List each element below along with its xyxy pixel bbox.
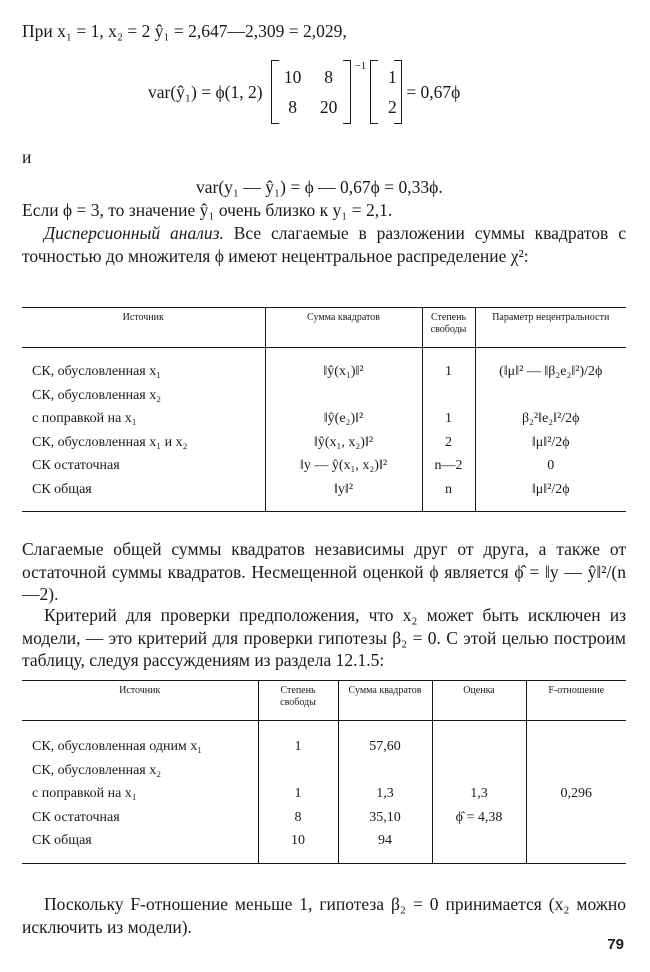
inverse-exponent: −1: [354, 60, 367, 72]
variance-rhs: = 0,67ϕ: [406, 81, 461, 102]
table-row: СК общая ‖y‖² n ‖μ‖²/2ϕ: [22, 478, 626, 502]
matrix-cell: 8: [324, 67, 333, 87]
table-row: с поправкой на x₁ ‖ŷ(e₂)‖² 1 β₂²‖e₂‖²/2ϕ: [22, 407, 626, 431]
col-header: Источник: [22, 681, 258, 721]
col-header: Степень свободы: [422, 308, 475, 348]
table-row: СК, обусловленная x₁ и x₂ ‖ŷ(x₁, x₂)‖² 2 ‖μ‖²/2ϕ: [22, 431, 626, 455]
if-line: Если ϕ = 3, то значение ŷ₁ очень близко к y₁ = 2,1.: [22, 200, 393, 220]
col-header: Степень свободы: [258, 681, 338, 721]
top-line: При x₁ = 1, x₂ = 2 ŷ₁ = 2,647—2,309 = 2,029,: [22, 21, 347, 41]
col-header: Параметр нецентральности: [475, 308, 626, 348]
variance-difference: var(y₁ — ŷ₁) = ϕ — 0,67ϕ = 0,33ϕ.: [196, 177, 443, 197]
table-row: СК остаточная ‖y — ŷ(x₁, x₂)‖² n—2 0: [22, 454, 626, 478]
table-row: с поправкой на x₁ 1 1,3 1,3 0,296: [22, 782, 626, 806]
table-row: СК остаточная 8 35,10 ϕ̂ = 4,38: [22, 806, 626, 830]
anova-title: Дисперсионный анализ.: [44, 223, 224, 243]
variance-formula: [148, 60, 460, 124]
table-row: СК общая 10 94: [22, 829, 626, 853]
col-header: Оценка: [432, 681, 526, 721]
matrix: [271, 60, 351, 124]
variance-lhs: var(ŷ₁) = ϕ(1, 2): [148, 81, 263, 102]
anova-intro: [22, 222, 626, 267]
table-row: СК, обусловленная одним x₁ 1 57,60: [22, 735, 626, 759]
matrix-cell: 20: [319, 97, 338, 117]
page-number: 79: [607, 936, 624, 953]
paragraph-criterion: Критерий для проверки предположения, что x₂ может быть исключен из модели, — это критерий для проверки гипотезы β₂ = 0. С этой целью построим таблицу, следуя рассуждениям из раздела 12.1.5:: [22, 605, 626, 670]
col-header: Источник: [22, 308, 265, 348]
col-header: Сумма квадратов: [338, 681, 432, 721]
anova-text: Все слагаемые в разложении суммы квадратов с точностью до множителя ϕ имеют нецентральное распределение χ²:: [22, 223, 626, 266]
conclusion: Поскольку F-отношение меньше 1, гипотеза β₂ = 0 принимается (x₂ можно исключить из модели).: [22, 894, 626, 937]
vector: [370, 60, 402, 124]
table-row: СК, обусловленная x₂: [22, 759, 626, 783]
table-row: СК, обусловленная x₂: [22, 384, 626, 408]
matrix-cell: 10: [283, 67, 302, 87]
table-sums-of-squares: [22, 307, 626, 512]
paragraph-independence: Слагаемые общей суммы квадратов независимы друг от друга, а также от остаточной суммы квадратов. Несмещенной оценкой ϕ является ϕ̂ = ‖y — ŷ‖²/(n—2).: [22, 539, 626, 604]
col-header: Сумма квадратов: [265, 308, 422, 348]
conjunction: и: [22, 147, 32, 167]
vector-cell: 1: [387, 67, 397, 87]
matrix-cell: 8: [288, 97, 297, 117]
table-row: СК, обусловленная x₁ ‖ŷ(x₁)‖² 1 (‖μ‖² — ‖β₂e₂‖²)/2ϕ: [22, 360, 626, 384]
table-f-test: [22, 680, 626, 864]
col-header: F-отношение: [526, 681, 626, 721]
vector-cell: 2: [387, 97, 397, 117]
